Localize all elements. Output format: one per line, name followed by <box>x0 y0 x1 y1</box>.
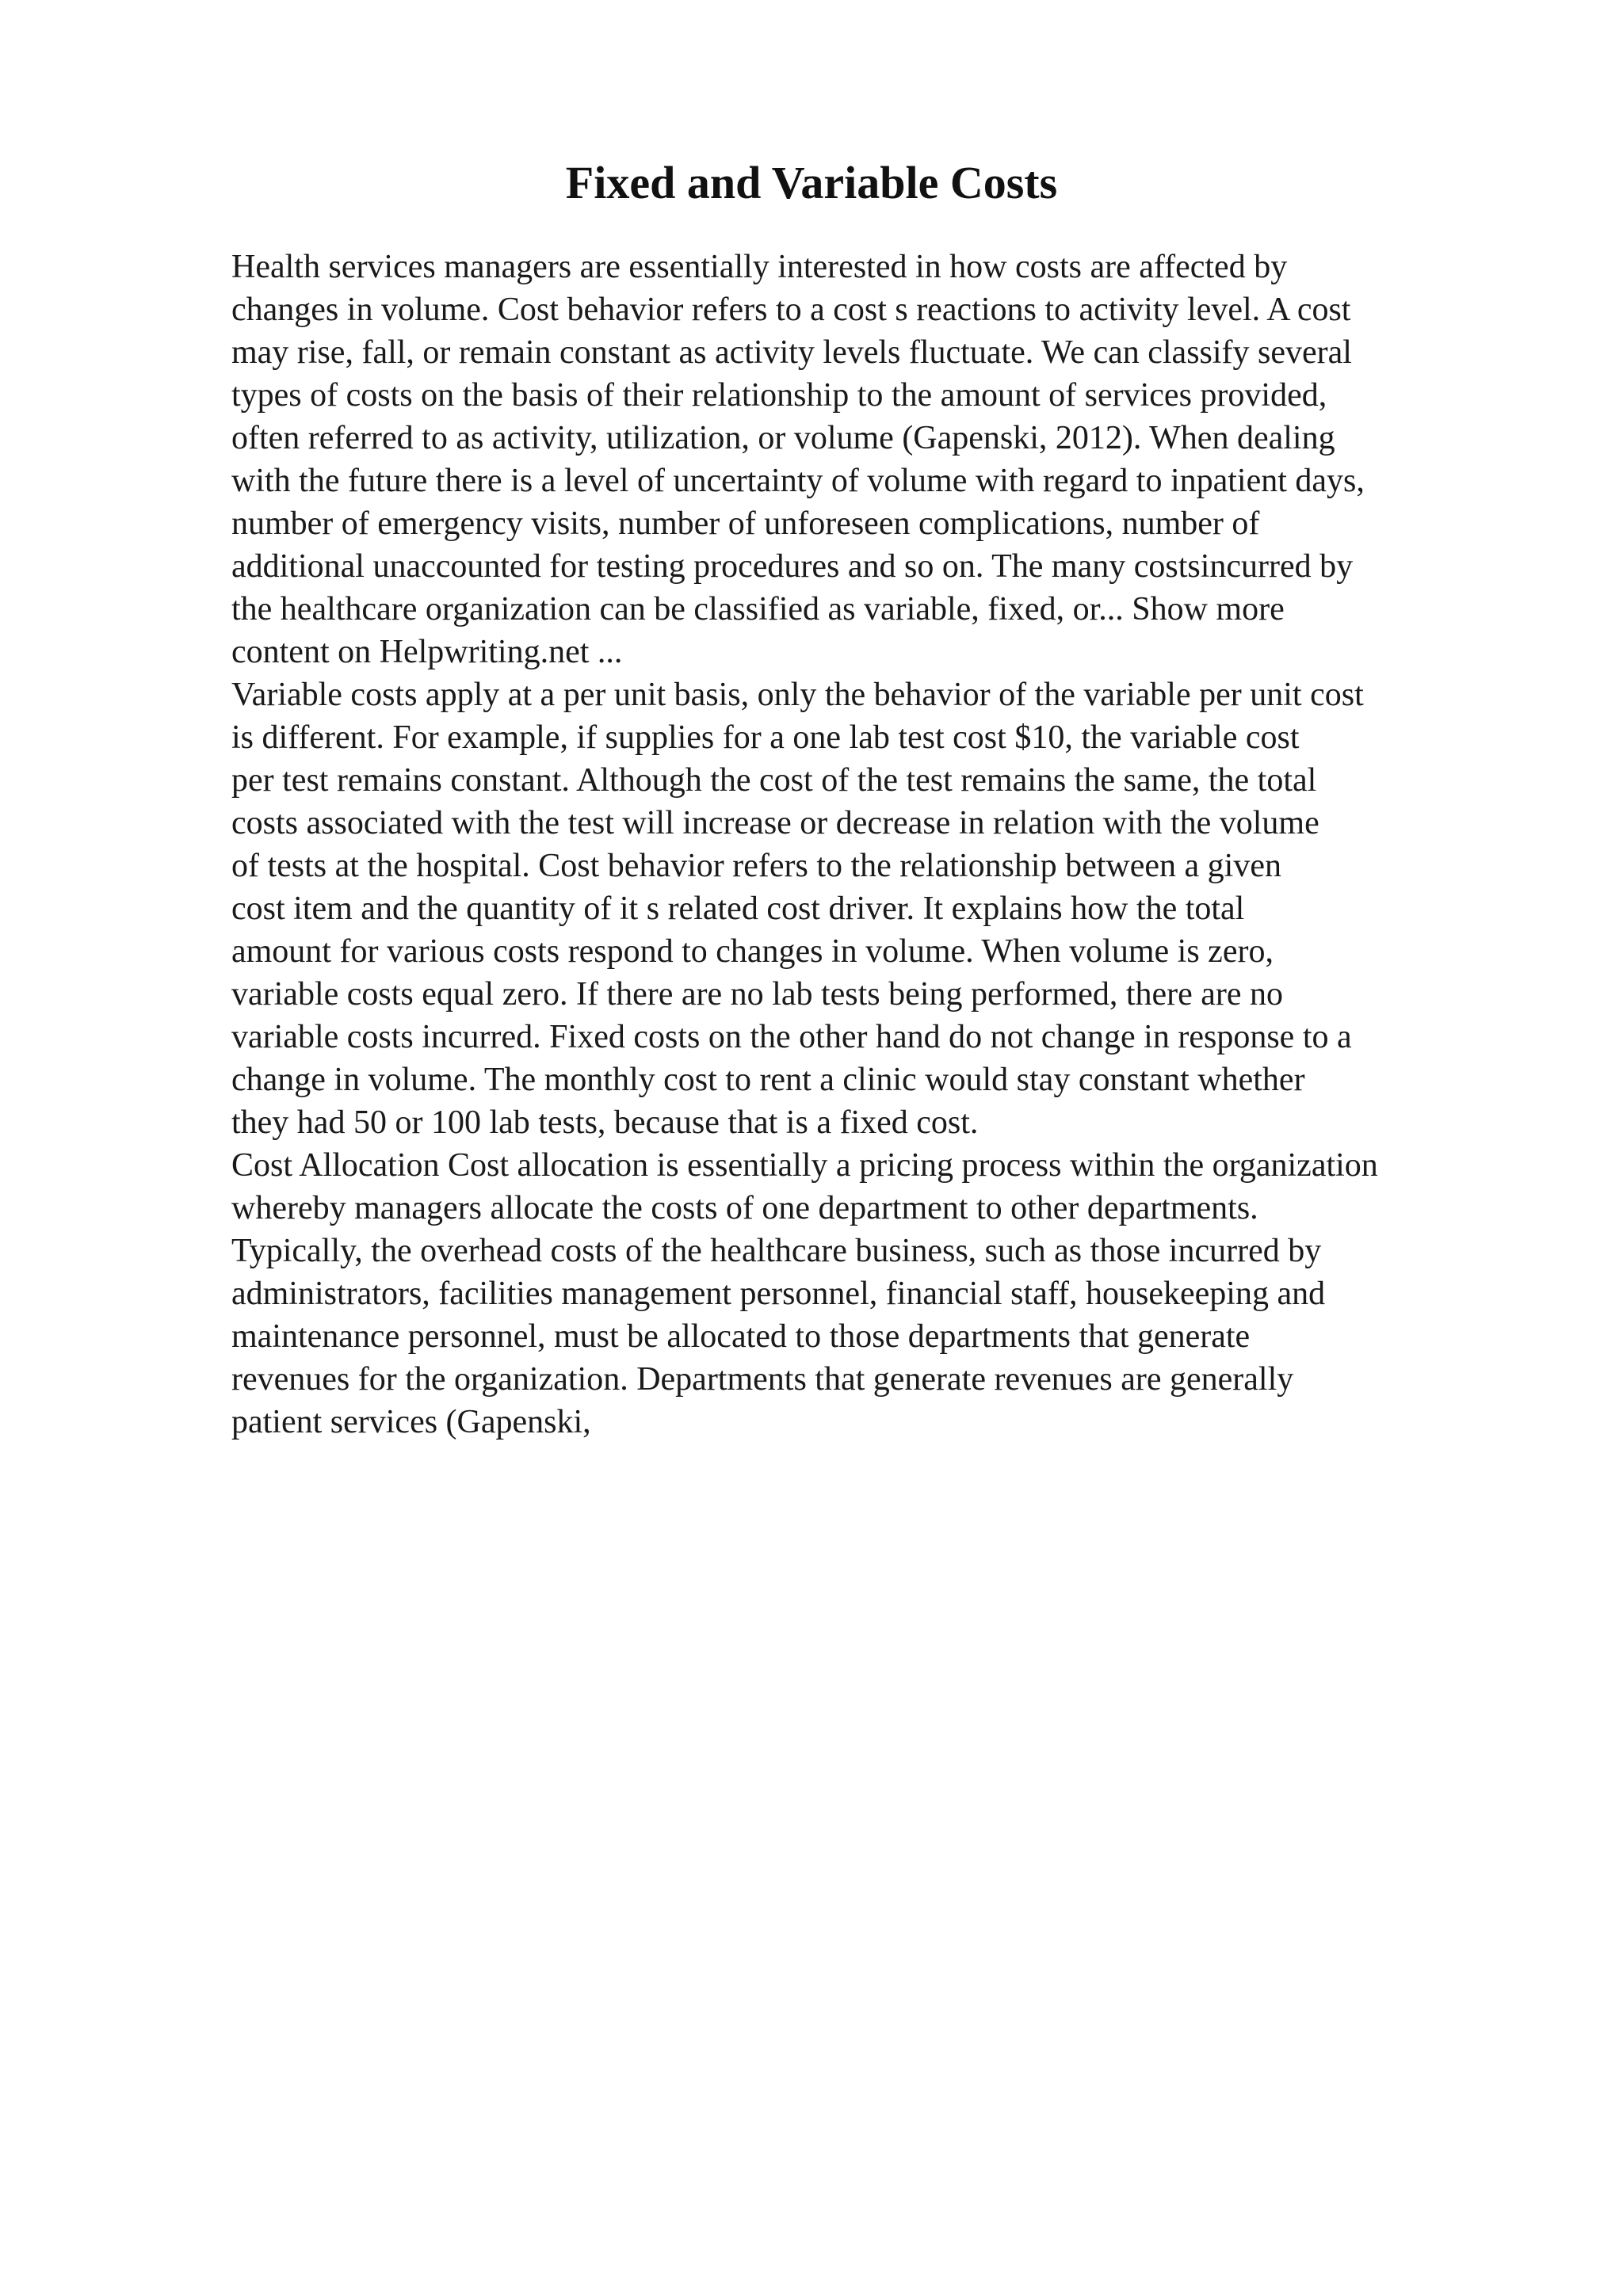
body-line: changes in volume. Cost behavior refers to a cost s reactions to activity level. A cost <box>231 292 1351 328</box>
body-line: number of emergency visits, number of unforeseen complications, number of <box>231 505 1260 542</box>
document-body <box>231 246 1531 1444</box>
body-line: Typically, the overhead costs of the healthcare business, such as those incurred by <box>231 1233 1322 1269</box>
body-line: with the future there is a level of uncertainty of volume with regard to inpatient days, <box>231 463 1365 499</box>
body-line: variable costs equal zero. If there are no lab tests being performed, there are no <box>231 976 1284 1013</box>
body-line: per test remains constant. Although the cost of the test remains the same, the total <box>231 762 1317 799</box>
body-line: patient services (Gapenski, <box>231 1404 591 1440</box>
body-line: cost item and the quantity of it s related cost driver. It explains how the total <box>231 891 1245 927</box>
body-line: additional unaccounted for testing procedures and so on. The many costsincurred by <box>231 548 1354 585</box>
body-line: may rise, fall, or remain constant as activity levels fluctuate. We can classify several <box>231 334 1352 371</box>
body-line: Variable costs apply at a per unit basis, only the behavior of the variable per unit cost <box>231 677 1364 713</box>
body-line: costs associated with the test will increase or decrease in relation with the volume <box>231 805 1319 841</box>
body-line: types of costs on the basis of their relationship to the amount of services provided, <box>231 377 1327 414</box>
body-line: maintenance personnel, must be allocated to those departments that generate <box>231 1318 1251 1355</box>
body-line: they had 50 or 100 lab tests, because that is a fixed cost. <box>231 1104 979 1141</box>
body-line: is different. For example, if supplies for a one lab test cost $10, the variable cost <box>231 719 1300 756</box>
body-line: content on Helpwriting.net ... <box>231 634 623 670</box>
body-line: Health services managers are essentially interested in how costs are affected by <box>231 249 1288 285</box>
body-line: the healthcare organization can be classified as variable, fixed, or... Show more <box>231 591 1285 627</box>
body-line: administrators, facilities management personnel, financial staff, housekeeping and <box>231 1276 1326 1312</box>
body-line: Cost Allocation Cost allocation is essentially a pricing process within the organization <box>231 1147 1378 1184</box>
body-line: change in volume. The monthly cost to rent a clinic would stay constant whether <box>231 1062 1305 1098</box>
body-line: often referred to as activity, utilization, or volume (Gapenski, 2012). When dealing <box>231 420 1335 456</box>
body-line: amount for various costs respond to changes in volume. When volume is zero, <box>231 933 1274 970</box>
body-line: revenues for the organization. Departments that generate revenues are generally <box>231 1361 1294 1398</box>
body-line: whereby managers allocate the costs of one department to other departments. <box>231 1190 1258 1226</box>
body-line: variable costs incurred. Fixed costs on the other hand do not change in response to a <box>231 1019 1352 1055</box>
body-line: of tests at the hospital. Cost behavior refers to the relationship between a given <box>231 848 1281 884</box>
document-title: Fixed and Variable Costs <box>565 157 1058 208</box>
